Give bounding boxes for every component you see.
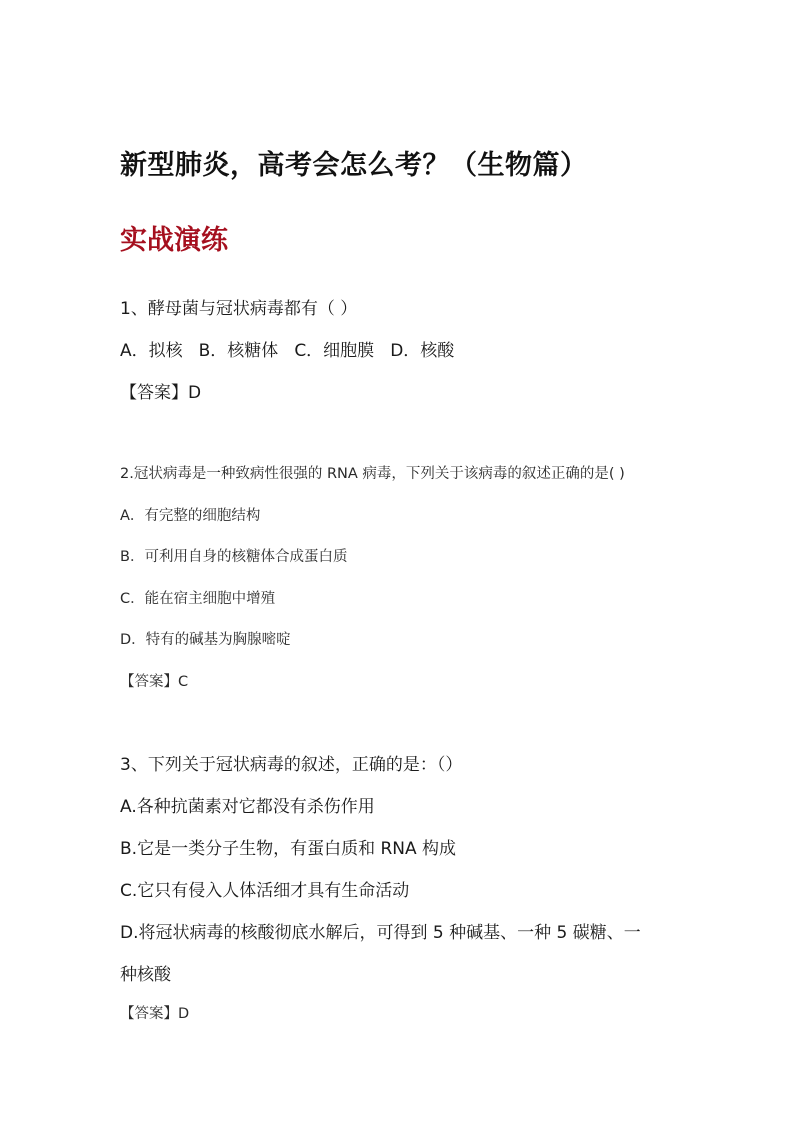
question-3-option-d: D.将冠状病毒的核酸彻底水解后，可得到 5 种碱基、一种 5 碳糖、一 [120, 923, 641, 943]
section-heading: 实战演练 [120, 225, 228, 256]
question-2-option-a: A．有完整的细胞结构 [120, 508, 261, 524]
question-3-option-d-continued: 种核酸 [120, 965, 171, 985]
question-2-option-d: D．特有的碱基为胸腺嘧啶 [120, 632, 291, 648]
question-1-option-d: D．核酸 [390, 341, 455, 361]
question-3-option-c: C.它只有侵入人体活细才具有生命活动 [120, 881, 410, 901]
question-1-stem: 1、酵母菌与冠状病毒都有（ ） [120, 299, 358, 319]
question-1-option-c: C．细胞膜 [294, 341, 375, 361]
question-3-stem: 3、下列关于冠状病毒的叙述，正确的是：（） [120, 755, 463, 775]
question-2-option-b: B．可利用自身的核糖体合成蛋白质 [120, 549, 348, 565]
question-1-answer: 【答案】D [120, 383, 202, 403]
question-3-option-a: A.各种抗菌素对它都没有杀伤作用 [120, 797, 375, 817]
page-title: 新型肺炎，高考会怎么考？（生物篇） [120, 150, 588, 181]
question-3-option-b: B.它是一类分子生物，有蛋白质和 RNA 构成 [120, 839, 457, 859]
question-2-option-c: C．能在宿主细胞中增殖 [120, 591, 276, 607]
question-2-answer: 【答案】C [120, 674, 189, 690]
question-1-options [120, 336, 470, 361]
question-3-answer: 【答案】D [120, 1006, 190, 1022]
question-1-option-b: B．核糖体 [198, 341, 279, 361]
question-2-stem: 2.冠状病毒是一种致病性很强的 RNA 病毒，下列关于该病毒的叙述正确的是( ) [120, 466, 625, 482]
question-1-option-a: A．拟核 [120, 341, 183, 361]
